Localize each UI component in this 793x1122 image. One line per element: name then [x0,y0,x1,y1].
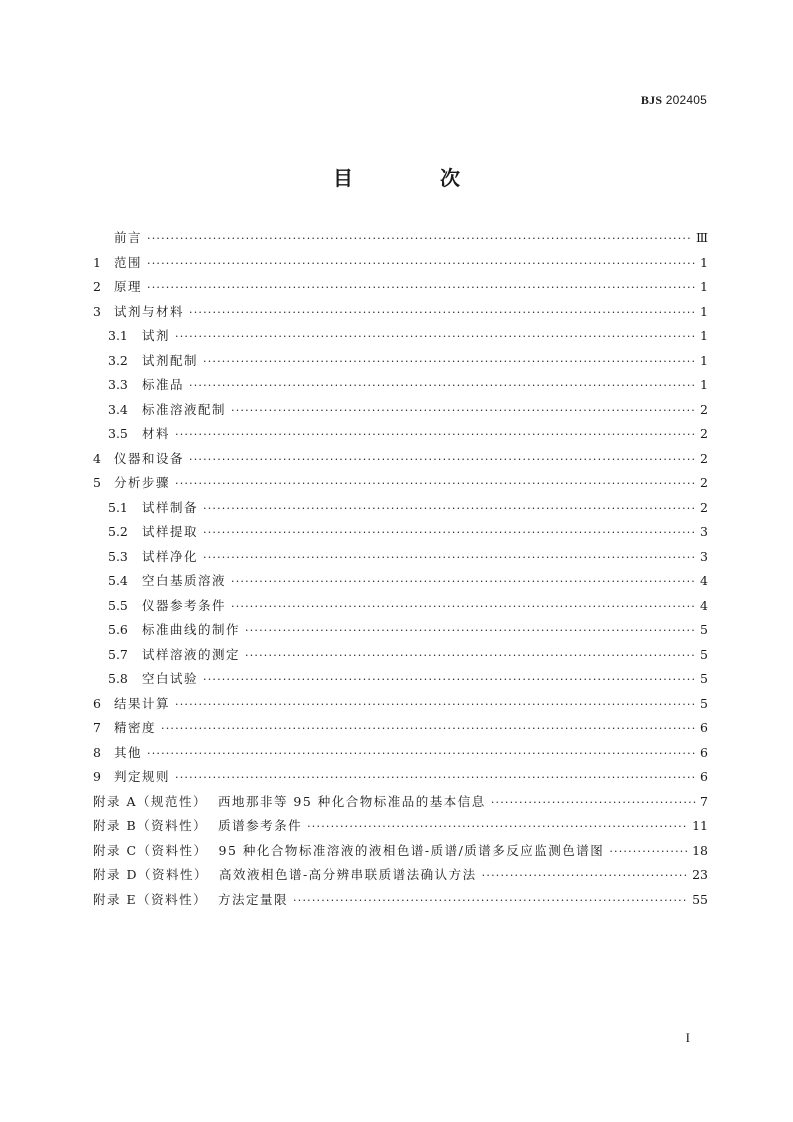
toc-entry-number: 5.3 [108,548,128,564]
toc-entry-number: 5.5 [108,597,128,613]
toc-entry-page: 2 [700,450,708,466]
toc-entry[interactable] [93,522,708,547]
toc-entry-page: 2 [700,426,708,441]
toc-entry-label: 空白基质溶液 [142,573,227,588]
toc-entry[interactable] [93,228,708,253]
toc-entry-label: 试样净化 [142,548,199,564]
toc-entry-page: 5 [700,695,708,711]
toc-leader-dots [231,597,696,617]
toc-entry-number: 3.1 [108,328,128,343]
toc-leader-dots [203,352,696,372]
toc-entry-number: 5.4 [108,573,128,588]
toc-entry-label: 标准品 [142,377,185,392]
toc-entry[interactable] [93,400,708,425]
toc-entry[interactable] [93,449,708,474]
toc-entry-page: 11 [692,818,708,833]
toc-entry[interactable] [93,718,708,743]
toc-entry-page: 7 [700,793,708,809]
toc-entry-page: 2 [700,401,708,417]
toc-entry-label: 前言 [114,230,143,245]
toc-entry-page: 5 [700,646,708,662]
toc-leader-dots [175,695,696,715]
toc-entry[interactable] [93,743,708,768]
toc-entry-number: 3.2 [108,352,128,368]
toc-entry[interactable] [93,473,708,498]
page-folio: I [685,1030,690,1045]
toc-entry-page: 18 [692,842,708,858]
toc-entry-page: 6 [700,769,708,784]
toc-entry-label: 试剂与材料 [114,303,185,319]
toc-entry[interactable] [93,767,708,792]
toc-entry-label: 仪器参考条件 [142,597,227,613]
toc-entry-label: 结果计算 [114,695,171,711]
toc-entry[interactable] [93,792,708,817]
toc-entry[interactable] [93,816,708,841]
toc-entry[interactable] [93,277,708,302]
toc-list [93,228,708,914]
toc-entry-page: 1 [700,352,708,368]
toc-entry-page: 6 [700,744,708,760]
toc-entry[interactable] [93,645,708,670]
toc-entry-label: 试样制备 [142,499,199,515]
toc-entry-number: 5.6 [108,622,128,637]
toc-leader-dots [147,229,692,249]
toc-entry[interactable] [93,375,708,400]
toc-leader-dots [189,303,696,323]
toc-entry-number: 5.2 [108,524,128,539]
toc-leader-dots [307,817,688,837]
toc-entry-page: 1 [700,328,708,343]
toc-leader-dots [203,670,696,690]
document-number: 202405 [665,93,707,107]
toc-entry-page: 1 [700,279,708,294]
toc-entry-label: 附录 E（资料性） 方法定量限 [93,891,289,907]
toc-entry-label: 试样溶液的测定 [142,646,241,662]
toc-entry-label: 附录 D（资料性） 高效液相色谱-高分辨串联质谱法确认方法 [93,867,477,882]
toc-leader-dots [161,719,696,739]
toc-leader-dots [231,401,696,421]
toc-entry-number: 3.3 [108,377,128,392]
document-code [641,93,707,108]
toc-entry-number: 5.8 [108,671,128,686]
toc-entry-page: 1 [700,377,708,392]
toc-entry-label: 试样提取 [142,524,199,539]
toc-entry-number: 9 [93,769,101,784]
toc-leader-dots [203,548,696,568]
toc-entry[interactable] [93,596,708,621]
toc-leader-dots [609,842,688,862]
toc-entry-label: 试剂 [142,328,171,343]
toc-leader-dots [175,768,696,788]
toc-entry-label: 仪器和设备 [114,450,185,466]
toc-leader-dots [175,327,696,347]
toc-entry-label: 标准溶液配制 [142,401,227,417]
toc-entry-page: Ⅲ [695,230,708,245]
toc-entry-label: 试剂配制 [142,352,199,368]
toc-entry-number: 7 [93,720,101,735]
toc-entry-page: 1 [700,254,708,270]
toc-entry[interactable] [93,326,708,351]
toc-entry-number: 6 [93,695,101,711]
toc-leader-dots [231,572,696,592]
toc-leader-dots [245,621,696,641]
toc-entry-label: 原理 [114,279,143,294]
toc-leader-dots [175,474,696,494]
toc-entry-page: 6 [700,720,708,735]
toc-entry-number: 4 [93,450,101,466]
toc-entry[interactable] [93,669,708,694]
toc-entry-label: 精密度 [114,720,157,735]
toc-leader-dots [245,646,696,666]
toc-entry[interactable] [93,865,708,890]
toc-leader-dots [189,376,696,396]
toc-entry-label: 标准曲线的制作 [142,622,241,637]
toc-entry-page: 3 [700,524,708,539]
toc-entry-label: 附录 A（规范性） 西地那非等 95 种化合物标准品的基本信息 [93,793,486,809]
toc-entry[interactable] [93,547,708,572]
toc-entry-page: 3 [700,548,708,564]
toc-entry[interactable] [93,841,708,866]
toc-entry[interactable] [93,620,708,645]
toc-entry[interactable] [93,424,708,449]
toc-entry-page: 5 [700,671,708,686]
toc-entry-page: 2 [700,499,708,515]
toc-entry-label: 附录 B（资料性） 质谱参考条件 [93,818,303,833]
toc-entry-number: 3.4 [108,401,128,417]
toc-entry-label: 材料 [142,426,171,441]
toc-leader-dots [482,866,688,886]
toc-entry-page: 4 [700,597,708,613]
toc-entry-number: 1 [93,254,101,270]
page-title: 目 次 [333,166,500,190]
toc-entry-label: 分析步骤 [114,475,171,490]
toc-entry-page: 5 [700,622,708,637]
toc-leader-dots [147,744,696,764]
toc-leader-dots [203,499,696,519]
toc-entry-number: 8 [93,744,101,760]
toc-entry-label: 判定规则 [114,769,171,784]
toc-entry[interactable] [93,571,708,596]
toc-entry-page: 4 [700,573,708,588]
toc-entry[interactable] [93,498,708,523]
toc-entry-label: 其他 [114,744,143,760]
toc-entry-page: 2 [700,475,708,490]
toc-entry-page: 55 [692,891,708,907]
toc-leader-dots [491,793,696,813]
toc-entry-number: 3 [93,303,101,319]
toc-entry-label: 附录 C（资料性） 95 种化合物标准溶液的液相色谱-质谱/质谱多反应监测色谱图 [93,842,605,858]
toc-entry[interactable] [93,351,708,376]
toc-entry[interactable] [93,890,708,915]
toc-entry-number: 2 [93,279,101,294]
toc-entry[interactable] [93,253,708,278]
toc-entry-label: 空白试验 [142,671,199,686]
toc-entry-number: 3.5 [108,426,128,441]
toc-entry-number: 5.1 [108,499,128,515]
toc-entry-page: 23 [692,867,708,882]
document-prefix: BJS [640,93,663,107]
toc-entry-page: 1 [700,303,708,319]
toc-leader-dots [175,425,696,445]
toc-leader-dots [147,254,696,274]
toc-entry[interactable] [93,302,708,327]
toc-entry-label: 范围 [114,254,143,270]
toc-entry-number: 5 [93,475,101,490]
toc-entry[interactable] [93,694,708,719]
toc-entry-number: 5.7 [108,646,128,662]
toc-leader-dots [293,891,688,911]
toc-leader-dots [203,523,696,543]
toc-leader-dots [189,450,696,470]
toc-leader-dots [147,278,696,298]
